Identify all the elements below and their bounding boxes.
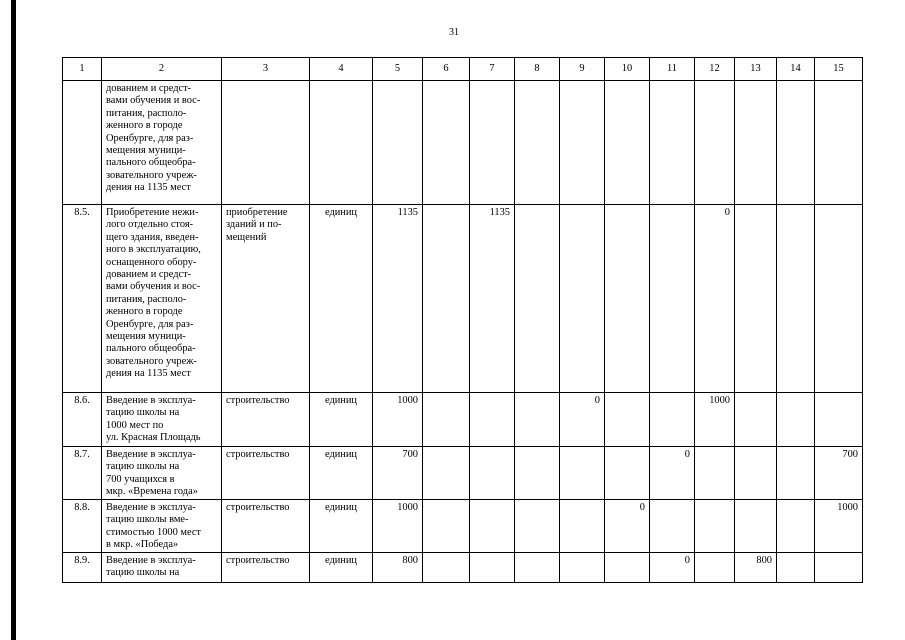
value-col-13 bbox=[735, 500, 777, 553]
value-col-11 bbox=[650, 447, 695, 500]
col-header: 12 bbox=[695, 58, 735, 81]
col-header: 9 bbox=[560, 58, 605, 81]
value-col-5-text: 700 bbox=[402, 449, 418, 460]
indicator-description bbox=[102, 553, 222, 583]
unit-text: единиц bbox=[324, 555, 357, 566]
col-header: 3 bbox=[222, 58, 310, 81]
value-col-12 bbox=[695, 553, 735, 583]
value-col-5 bbox=[373, 393, 423, 447]
unit bbox=[310, 393, 373, 447]
value-col-5-text: 1135 bbox=[397, 207, 418, 218]
value-col-13 bbox=[735, 81, 777, 205]
table-row bbox=[63, 447, 863, 500]
col-header: 2 bbox=[102, 58, 222, 81]
activity-type-text: приобретение зданий и по- мещений bbox=[226, 207, 288, 243]
value-col-14 bbox=[777, 205, 815, 393]
activity-type-text: строительство bbox=[226, 395, 290, 406]
row-number bbox=[63, 447, 102, 500]
indicator-description-text: Введение в эксплуа- тацию школы на 1000 мест по ул. Красная Площадь bbox=[106, 395, 201, 444]
indicator-description-text: Введение в эксплуа- тацию школы вме- стимостью 1000 мест в мкр. «Победа» bbox=[106, 502, 201, 551]
value-col-7 bbox=[470, 393, 515, 447]
activity-type bbox=[222, 205, 310, 393]
col-header: 8 bbox=[515, 58, 560, 81]
value-col-15-text: 700 bbox=[842, 449, 858, 460]
left-margin-bar bbox=[11, 0, 16, 640]
unit bbox=[310, 447, 373, 500]
value-col-14 bbox=[777, 500, 815, 553]
value-col-6 bbox=[423, 447, 470, 500]
value-col-10 bbox=[605, 393, 650, 447]
value-col-9 bbox=[560, 553, 605, 583]
row-number bbox=[63, 553, 102, 583]
value-col-9 bbox=[560, 81, 605, 205]
col-header: 15 bbox=[815, 58, 863, 81]
value-col-14 bbox=[777, 447, 815, 500]
value-col-10 bbox=[605, 205, 650, 393]
value-col-10-text: 0 bbox=[639, 502, 645, 513]
value-col-5 bbox=[373, 205, 423, 393]
value-col-8 bbox=[515, 553, 560, 583]
value-col-7 bbox=[470, 205, 515, 393]
value-col-8 bbox=[515, 393, 560, 447]
value-col-9 bbox=[560, 447, 605, 500]
activity-type bbox=[222, 553, 310, 583]
table-row bbox=[63, 500, 863, 553]
value-col-10 bbox=[605, 500, 650, 553]
value-col-12 bbox=[695, 205, 735, 393]
activity-type-text: строительство bbox=[226, 555, 290, 566]
value-col-11 bbox=[650, 81, 695, 205]
row-number-text: 8.9. bbox=[74, 555, 90, 566]
value-col-5 bbox=[373, 81, 423, 205]
activity-type bbox=[222, 447, 310, 500]
row-number-text: 8.7. bbox=[74, 449, 90, 460]
col-header: 10 bbox=[605, 58, 650, 81]
row-number-text: 8.5. bbox=[74, 207, 90, 218]
value-col-13 bbox=[735, 205, 777, 393]
table-row bbox=[63, 81, 863, 205]
activity-type bbox=[222, 393, 310, 447]
value-col-9 bbox=[560, 500, 605, 553]
activity-type-text: строительство bbox=[226, 502, 290, 513]
row-number-text: 8.6. bbox=[74, 395, 90, 406]
unit bbox=[310, 81, 373, 205]
col-header: 13 bbox=[735, 58, 777, 81]
value-col-14 bbox=[777, 81, 815, 205]
value-col-11-text: 0 bbox=[684, 449, 690, 460]
value-col-5-text: 1000 bbox=[397, 502, 418, 513]
indicator-description bbox=[102, 393, 222, 447]
table-row bbox=[63, 553, 863, 583]
value-col-12-text: 1000 bbox=[709, 395, 730, 406]
col-header: 6 bbox=[423, 58, 470, 81]
value-col-13 bbox=[735, 447, 777, 500]
unit-text: единиц bbox=[324, 395, 357, 406]
value-col-12-text: 0 bbox=[724, 207, 730, 218]
indicator-description bbox=[102, 81, 222, 205]
value-col-9 bbox=[560, 393, 605, 447]
value-col-6 bbox=[423, 553, 470, 583]
value-col-5 bbox=[373, 447, 423, 500]
activity-type bbox=[222, 500, 310, 553]
row-number bbox=[63, 205, 102, 393]
value-col-11 bbox=[650, 393, 695, 447]
value-col-6 bbox=[423, 500, 470, 553]
indicator-description bbox=[102, 447, 222, 500]
value-col-15 bbox=[815, 447, 863, 500]
value-col-5 bbox=[373, 553, 423, 583]
table-row bbox=[63, 205, 863, 393]
value-col-13-text: 800 bbox=[756, 555, 772, 566]
value-col-12 bbox=[695, 81, 735, 205]
value-col-11 bbox=[650, 500, 695, 553]
row-number bbox=[63, 500, 102, 553]
value-col-5 bbox=[373, 500, 423, 553]
value-col-15 bbox=[815, 393, 863, 447]
indicator-description bbox=[102, 500, 222, 553]
unit bbox=[310, 553, 373, 583]
value-col-7 bbox=[470, 553, 515, 583]
col-header: 4 bbox=[310, 58, 373, 81]
value-col-15 bbox=[815, 553, 863, 583]
value-col-11 bbox=[650, 205, 695, 393]
unit-text: единиц bbox=[324, 207, 357, 218]
activity-type-text: строительство bbox=[226, 449, 290, 460]
row-number bbox=[63, 393, 102, 447]
value-col-6 bbox=[423, 81, 470, 205]
header-row bbox=[63, 58, 863, 81]
unit-text: единиц bbox=[324, 502, 357, 513]
col-header: 11 bbox=[650, 58, 695, 81]
value-col-12 bbox=[695, 447, 735, 500]
value-col-15 bbox=[815, 81, 863, 205]
value-col-7 bbox=[470, 500, 515, 553]
indicator-description-text: дованием и средст- вами обучения и вос- питания, располо- женного в городе Оренбурге, для раз- мещения муници- пального общеобра- зовательного учреж- дения на 1135 мест bbox=[106, 83, 201, 194]
value-col-8 bbox=[515, 500, 560, 553]
value-col-7 bbox=[470, 447, 515, 500]
activity-type bbox=[222, 81, 310, 205]
row-number bbox=[63, 81, 102, 205]
value-col-10 bbox=[605, 81, 650, 205]
value-col-15-text: 1000 bbox=[837, 502, 858, 513]
col-header: 14 bbox=[777, 58, 815, 81]
value-col-8 bbox=[515, 205, 560, 393]
value-col-15 bbox=[815, 205, 863, 393]
table-row bbox=[63, 393, 863, 447]
value-col-11 bbox=[650, 553, 695, 583]
value-col-5-text: 800 bbox=[402, 555, 418, 566]
indicator-description-text: Введение в эксплуа- тацию школы на bbox=[106, 555, 196, 579]
value-col-12 bbox=[695, 393, 735, 447]
value-col-8 bbox=[515, 81, 560, 205]
col-header: 7 bbox=[470, 58, 515, 81]
value-col-15 bbox=[815, 500, 863, 553]
unit bbox=[310, 500, 373, 553]
unit-text: единиц bbox=[324, 449, 357, 460]
indicator-description bbox=[102, 205, 222, 393]
indicator-description-text: Введение в эксплуа- тацию школы на 700 учащихся в мкр. «Времена года» bbox=[106, 449, 198, 498]
value-col-12 bbox=[695, 500, 735, 553]
value-col-7 bbox=[470, 81, 515, 205]
value-col-7-text: 1135 bbox=[489, 207, 510, 218]
value-col-14 bbox=[777, 393, 815, 447]
col-header: 1 bbox=[63, 58, 102, 81]
value-col-13 bbox=[735, 393, 777, 447]
value-col-13 bbox=[735, 553, 777, 583]
value-col-10 bbox=[605, 553, 650, 583]
value-col-5-text: 1000 bbox=[397, 395, 418, 406]
value-col-8 bbox=[515, 447, 560, 500]
indicator-description-text: Приобретение нежи- лого отдельно стоя- щего здания, введен- ного в эксплуатацию, оснащенного обору- дованием и средст- вами обучения и вос- питания, располо- женного в городе Оренбурге, для раз- мещения муници- пального общеобра- зовательного учреж- дения на 1135 мест bbox=[106, 207, 201, 380]
value-col-6 bbox=[423, 205, 470, 393]
value-col-6 bbox=[423, 393, 470, 447]
page-number: 31 bbox=[449, 27, 459, 38]
row-number-text: 8.8. bbox=[74, 502, 90, 513]
value-col-11-text: 0 bbox=[684, 555, 690, 566]
value-col-14 bbox=[777, 553, 815, 583]
unit bbox=[310, 205, 373, 393]
data-table bbox=[62, 57, 863, 583]
value-col-10 bbox=[605, 447, 650, 500]
value-col-9 bbox=[560, 205, 605, 393]
value-col-9-text: 0 bbox=[594, 395, 600, 406]
col-header: 5 bbox=[373, 58, 423, 81]
